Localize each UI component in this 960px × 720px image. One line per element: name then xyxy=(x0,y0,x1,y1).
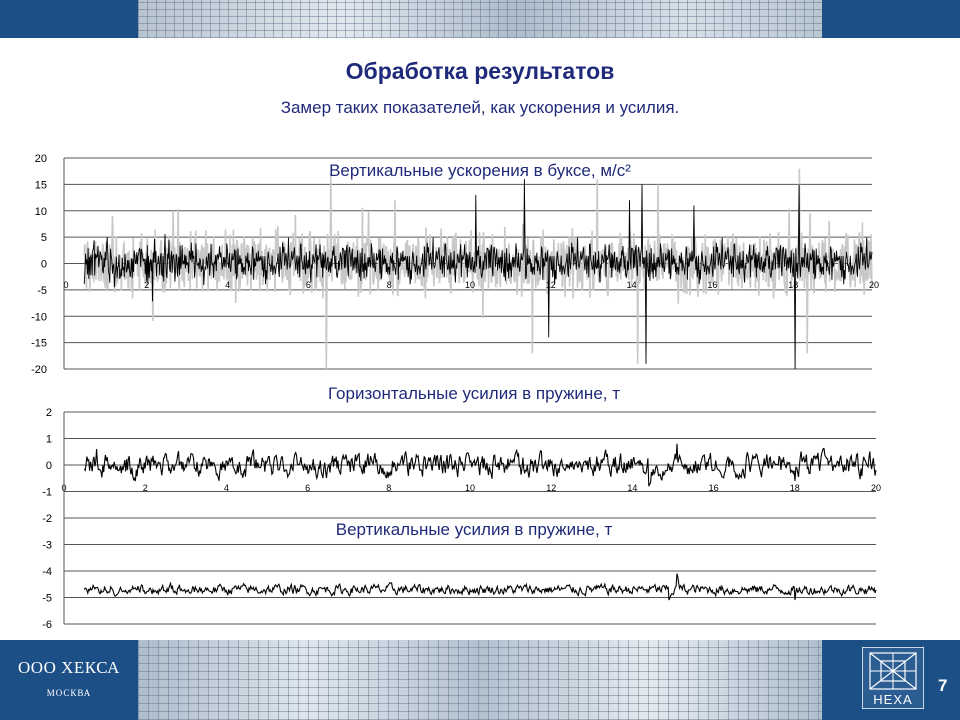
y-tick-label: 5 xyxy=(40,232,47,245)
x-tick-label: 14 xyxy=(626,280,637,290)
company-city: МОСКВА xyxy=(46,688,92,698)
x-tick-label: 20 xyxy=(870,483,882,493)
x-tick-label: 20 xyxy=(868,280,880,290)
y-tick-label: -3 xyxy=(42,539,52,552)
x-tick-label: 4 xyxy=(223,483,229,493)
x-tick-label: 12 xyxy=(546,483,557,493)
mesh-background-image xyxy=(138,640,822,720)
x-tick-label: 14 xyxy=(627,483,638,493)
hexa-logo xyxy=(862,647,924,709)
slide-title: Обработка результатов xyxy=(345,58,615,84)
x-tick-label: 2 xyxy=(142,483,148,493)
y-tick-label: 1 xyxy=(45,433,52,446)
chart-title: Горизонтальные усилия в пружине, т xyxy=(327,384,621,403)
x-tick-label: 18 xyxy=(789,483,800,493)
x-tick-label: 6 xyxy=(305,483,311,493)
chart-title: Вертикальные усилия в пружине, т xyxy=(335,520,613,539)
y-tick-label: -5 xyxy=(37,284,47,297)
y-tick-label: -1 xyxy=(42,486,52,499)
x-tick-label: 8 xyxy=(386,280,392,290)
y-tick-label: -6 xyxy=(42,619,52,631)
chart-spring-forces xyxy=(42,384,881,631)
y-tick-label: 10 xyxy=(34,205,47,218)
chart-title: Вертикальные ускорения в буксе, м/с² xyxy=(329,161,631,180)
y-tick-label: -10 xyxy=(31,311,47,324)
x-tick-label: 16 xyxy=(708,483,719,493)
y-tick-label: 0 xyxy=(45,460,52,472)
x-tick-label: 16 xyxy=(707,280,718,290)
x-tick-label: 2 xyxy=(144,280,150,290)
slide-subtitle: Замер таких показателей, как ускорения и усилия. xyxy=(280,98,680,117)
y-tick-label: 0 xyxy=(40,258,47,271)
y-tick-label: -2 xyxy=(42,513,52,525)
y-tick-label: 20 xyxy=(34,153,47,165)
series-line-vertical-force xyxy=(84,574,876,601)
x-tick-label: 0 xyxy=(61,483,67,493)
logo-text: HEXA xyxy=(873,692,913,707)
y-tick-label: 2 xyxy=(45,407,52,419)
x-tick-label: 10 xyxy=(464,280,476,290)
chart-acceleration xyxy=(31,153,879,376)
bottom-banner xyxy=(0,640,960,720)
x-tick-label: 6 xyxy=(305,280,311,290)
y-tick-label: -4 xyxy=(42,566,52,578)
company-name: ООО ХЕКСА xyxy=(18,658,120,677)
y-tick-label: -15 xyxy=(31,337,47,350)
x-tick-label: 8 xyxy=(386,483,392,493)
y-tick-label: -20 xyxy=(31,364,47,376)
y-tick-label: -5 xyxy=(42,592,52,605)
x-tick-label: 10 xyxy=(464,483,476,493)
page-number: 7 xyxy=(938,676,948,695)
x-tick-label: 18 xyxy=(788,280,799,290)
x-tick-label: 0 xyxy=(63,280,69,290)
y-tick-label: 15 xyxy=(34,179,47,192)
x-tick-label: 12 xyxy=(545,280,556,290)
x-tick-label: 4 xyxy=(225,280,231,290)
